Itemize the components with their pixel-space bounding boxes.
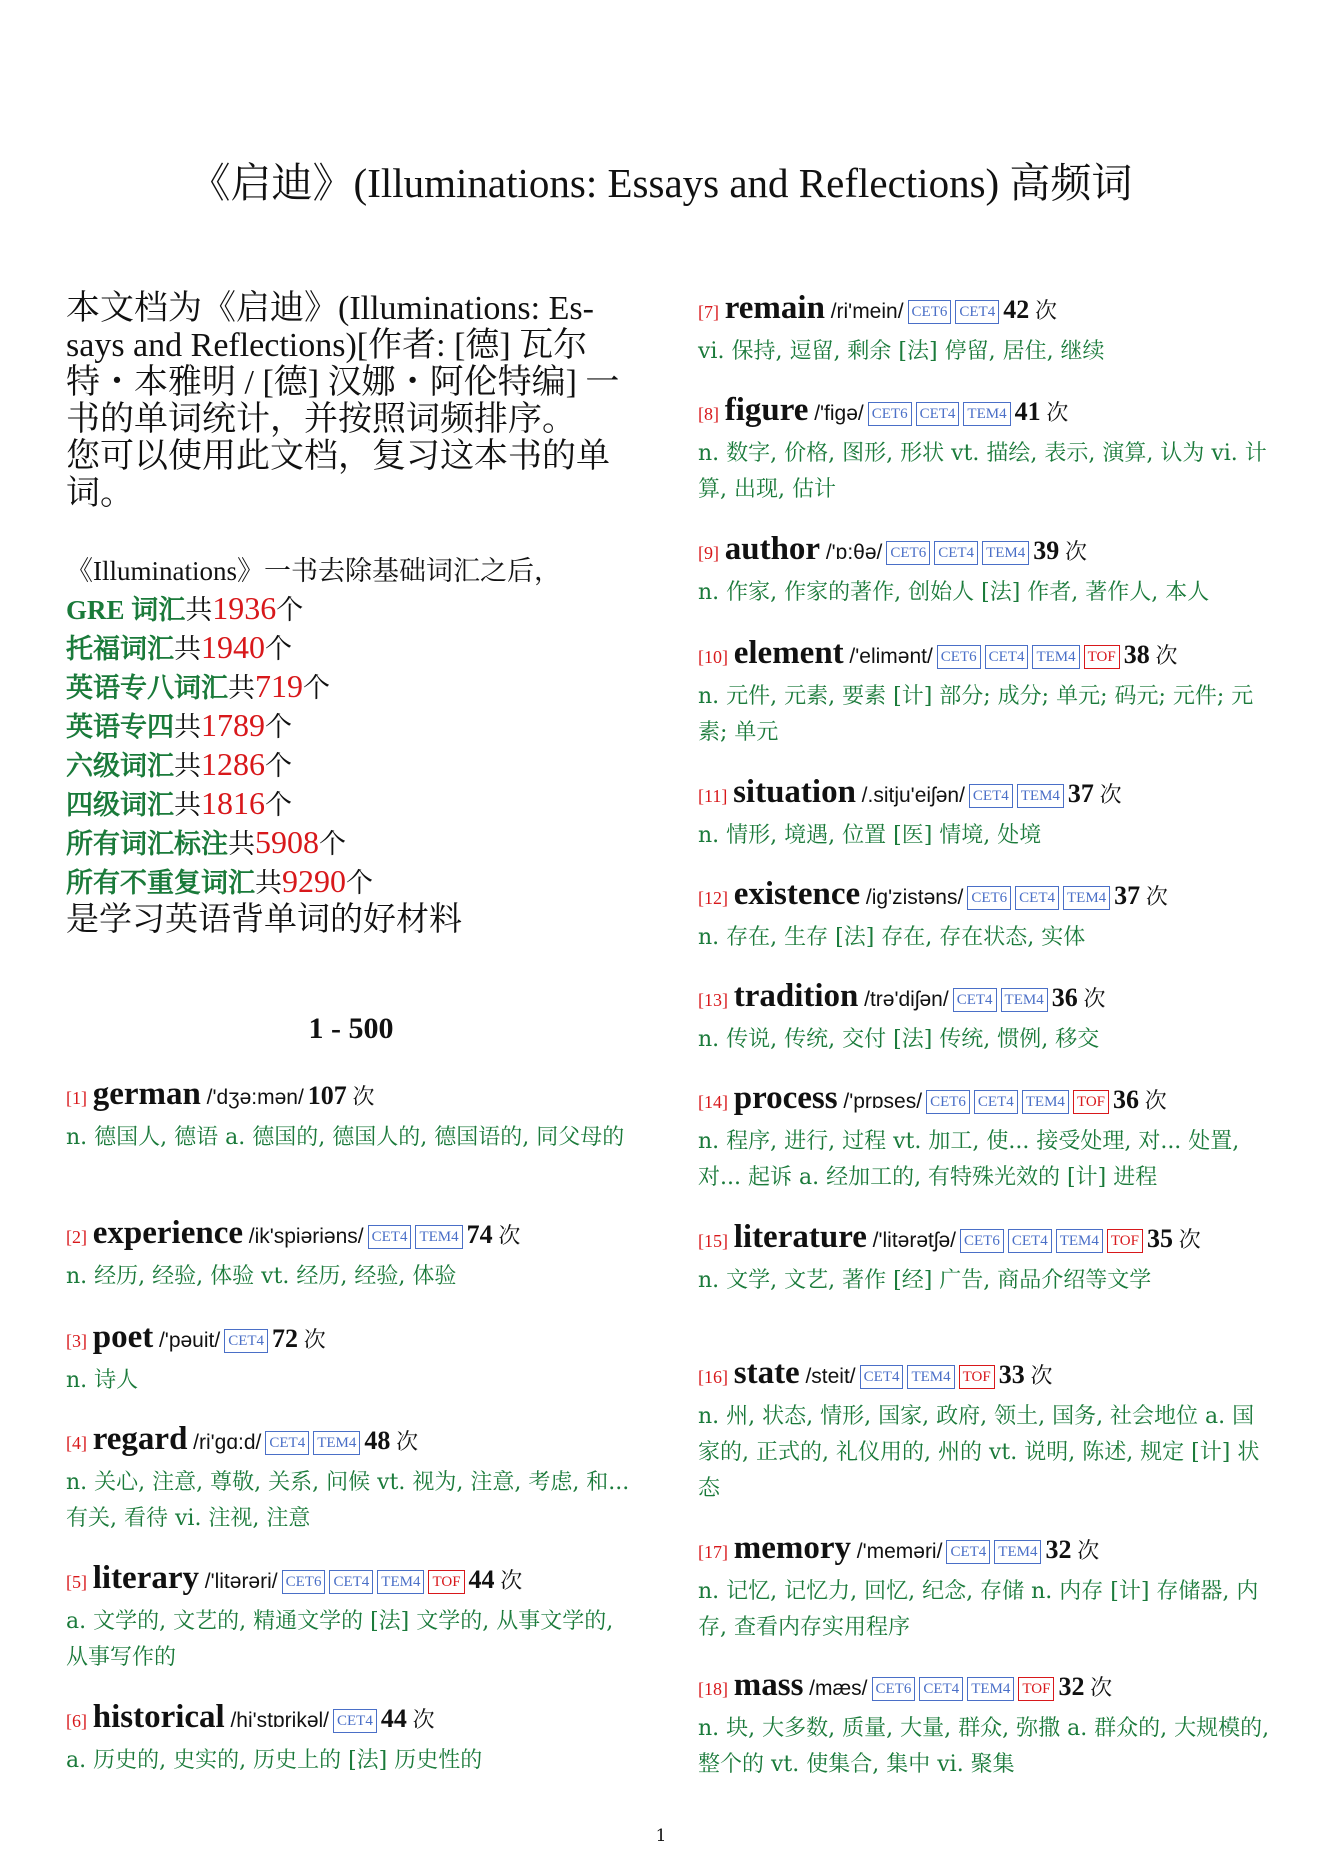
stat-value: 719: [255, 668, 303, 704]
entry-count: 72: [272, 1324, 299, 1353]
exam-tag: TOF: [959, 1365, 995, 1389]
entry-definition: n. 存在, 生存 [法] 存在, 存在状态, 实体: [698, 925, 1086, 950]
intro-paragraph: [66, 290, 636, 512]
exam-tag: TEM4: [377, 1570, 424, 1594]
exam-tag: CET4: [1008, 1229, 1052, 1253]
entry-word: memory: [733, 1530, 852, 1566]
entry-definition: n. 作家, 作家的著作, 创始人 [法] 作者, 著作人, 本人: [698, 580, 1210, 605]
entry-count-unit: 次: [1155, 644, 1178, 669]
entry-count-unit: 次: [1144, 1089, 1167, 1114]
exam-tag: CET6: [908, 300, 952, 324]
exam-tag: CET6: [282, 1570, 326, 1594]
exam-tag: CET6: [937, 645, 981, 669]
entry-phonetic: /mæs/: [809, 1677, 868, 1700]
entry-word: author: [724, 531, 821, 567]
entry-count: 107: [307, 1081, 347, 1110]
entry-word: process: [733, 1080, 838, 1116]
exam-tag: TEM4: [967, 1677, 1014, 1701]
entry-count: 41: [1014, 397, 1041, 426]
stat-value: 9290: [282, 863, 346, 899]
entry-count-unit: 次: [412, 1708, 435, 1733]
word-entry: [66, 1214, 636, 1295]
stat-row: [66, 590, 636, 629]
entry-index: [5]: [66, 1572, 87, 1592]
entry-definition: vi. 保持, 逗留, 剩余 [法] 停留, 居住, 继续: [698, 339, 1105, 364]
entry-count: 44: [380, 1704, 407, 1733]
stat-row: [66, 707, 636, 746]
exam-tag: CET6: [960, 1229, 1004, 1253]
entry-definition: n. 块, 大多数, 质量, 大量, 群众, 弥撒 a. 群众的, 大规模的, 整个的 vt. 使集合, 集中 vi. 聚集: [698, 1716, 1270, 1777]
stat-unit: 个: [276, 595, 304, 625]
entry-word: experience: [92, 1215, 243, 1251]
entry-count-unit: 次: [1030, 1364, 1053, 1389]
entry-index: [8]: [698, 404, 719, 424]
word-entry: [66, 1420, 636, 1537]
exam-tag: CET4: [953, 988, 997, 1012]
entry-count-unit: 次: [1064, 540, 1087, 565]
entry-index: [3]: [66, 1331, 87, 1351]
entry-definition: n. 经历, 经验, 体验 vt. 经历, 经验, 体验: [66, 1264, 457, 1289]
entry-word: mass: [733, 1667, 804, 1703]
entry-phonetic: /steit/: [805, 1365, 856, 1388]
entry-count: 48: [364, 1426, 391, 1455]
stat-value: 1936: [212, 590, 277, 626]
exam-tag: TOF: [1073, 1090, 1109, 1114]
exam-tag: TOF: [428, 1570, 464, 1594]
exam-tag: CET6: [926, 1090, 970, 1114]
word-entry: [698, 391, 1273, 508]
entry-definition: n. 关心, 注意, 尊敬, 关系, 问候 vt. 视为, 注意, 考虑, 和...有关, 看待 vi. 注视, 注意: [66, 1470, 630, 1531]
exam-tag: CET4: [368, 1225, 412, 1249]
entry-word: literary: [92, 1560, 200, 1596]
exam-tag: CET4: [919, 1677, 963, 1701]
entry-definition: n. 文学, 文艺, 著作 [经] 广告, 商品介绍等文学: [698, 1268, 1152, 1293]
entry-definition: n. 记忆, 记忆力, 回忆, 纪念, 存储 n. 内存 [计] 存储器, 内存, 查看内存实用程序: [698, 1579, 1259, 1640]
stat-label: 六级词汇: [66, 751, 174, 781]
entry-word: situation: [733, 774, 856, 810]
stats-closing: 是学习英语背单词的好材料: [66, 902, 462, 938]
entry-count: 38: [1123, 640, 1150, 669]
entry-definition: n. 传说, 传统, 交付 [法] 传统, 惯例, 移交: [698, 1027, 1100, 1052]
intro-line: 本文档为《启迪》(Illuminations: Es-: [66, 290, 594, 327]
entry-count-unit: 次: [1083, 987, 1106, 1012]
entry-index: [17]: [698, 1542, 728, 1562]
entry-headline: [698, 1354, 1273, 1397]
entry-word: poet: [92, 1319, 154, 1355]
entry-count: 36: [1051, 983, 1078, 1012]
exam-tag: CET4: [224, 1329, 268, 1353]
exam-tag: TEM4: [1063, 886, 1110, 910]
stat-value: 1940: [201, 629, 265, 665]
entry-index: [15]: [698, 1231, 728, 1251]
entry-headline: [698, 1666, 1273, 1709]
stat-unit: 个: [265, 751, 292, 781]
stat-unit: 个: [346, 868, 373, 898]
exam-tag: TEM4: [1017, 784, 1064, 808]
entry-headline: [698, 875, 1273, 918]
word-entry: [698, 1666, 1273, 1783]
stat-unit: 个: [303, 673, 330, 703]
exam-tag: TEM4: [1001, 988, 1048, 1012]
entry-index: [18]: [698, 1679, 728, 1699]
stat-row: [66, 785, 636, 824]
entry-phonetic: /'meməri/: [856, 1540, 943, 1563]
exam-tag: CET4: [934, 541, 978, 565]
word-entry: [698, 977, 1273, 1058]
entry-count: 74: [466, 1220, 493, 1249]
stat-row: [66, 629, 636, 668]
entry-index: [14]: [698, 1092, 728, 1112]
entry-index: [4]: [66, 1433, 87, 1453]
stat-mid: 共: [174, 790, 201, 820]
stat-row: [66, 668, 636, 707]
exam-tag: CET4: [955, 300, 999, 324]
intro-line: 特・本雅明 / [德] 汉娜・阿伦特编] 一: [66, 364, 620, 401]
exam-tag: TEM4: [963, 402, 1010, 426]
entry-headline: [66, 1559, 636, 1602]
entry-phonetic: /'pəuit/: [158, 1329, 221, 1352]
entry-count-unit: 次: [1046, 401, 1069, 426]
exam-tag: CET4: [329, 1570, 373, 1594]
exam-tag: CET6: [872, 1677, 916, 1701]
stat-mid: 共: [174, 634, 201, 664]
entry-index: [13]: [698, 990, 728, 1010]
entry-phonetic: /ri'mein/: [830, 300, 904, 323]
page-number: 1: [655, 1826, 667, 1846]
word-entry: [66, 1559, 636, 1676]
entry-index: [7]: [698, 302, 719, 322]
entry-word: element: [733, 635, 844, 671]
entry-headline: [66, 1698, 636, 1741]
entry-count: 37: [1067, 779, 1094, 808]
entry-phonetic: /'litərəri/: [204, 1570, 278, 1593]
entry-count-unit: 次: [1090, 1676, 1113, 1701]
exam-tag: TEM4: [1056, 1229, 1103, 1253]
word-entry: [698, 1354, 1273, 1507]
stat-row: [66, 746, 636, 785]
stat-unit: 个: [265, 790, 292, 820]
exam-tag: CET4: [1015, 886, 1059, 910]
stat-label: 英语专八词汇: [66, 673, 228, 703]
entry-count: 33: [998, 1360, 1025, 1389]
entry-word: figure: [724, 392, 809, 428]
entry-definition: n. 程序, 进行, 过程 vt. 加工, 使... 接受处理, 对... 处置, 对... 起诉 a. 经加工的, 有特殊光效的 [计] 进程: [698, 1129, 1240, 1190]
exam-tag: CET6: [967, 886, 1011, 910]
stat-row: [66, 824, 636, 863]
entry-headline: [698, 530, 1273, 573]
entry-phonetic: /ik'spiəriəns/: [248, 1225, 364, 1248]
exam-tag: CET6: [868, 402, 912, 426]
entry-count: 32: [1045, 1535, 1072, 1564]
exam-tag: CET4: [860, 1365, 904, 1389]
entry-phonetic: /trə'diʃən/: [864, 988, 949, 1011]
stat-value: 1816: [201, 785, 265, 821]
stat-mid: 共: [255, 868, 282, 898]
entry-word: tradition: [733, 978, 859, 1014]
entry-word: literature: [733, 1219, 867, 1255]
entry-phonetic: /'litərətʃə/: [872, 1229, 957, 1252]
exam-tag: CET4: [946, 1540, 990, 1564]
entry-headline: [698, 1218, 1273, 1261]
word-entry: [66, 1318, 636, 1399]
entry-count-unit: 次: [1077, 1539, 1100, 1564]
entry-phonetic: /'elimənt/: [849, 645, 933, 668]
entry-definition: n. 情形, 境遇, 位置 [医] 情境, 处境: [698, 823, 1042, 848]
entry-index: [6]: [66, 1711, 87, 1731]
stat-value: 5908: [255, 824, 319, 860]
stat-label: 所有不重复词汇: [66, 868, 255, 898]
word-entry: [698, 530, 1273, 611]
stat-value: 1286: [201, 746, 265, 782]
entry-headline: [698, 1529, 1273, 1572]
exam-tag: TEM4: [1022, 1090, 1069, 1114]
stat-label: 所有词汇标注: [66, 829, 228, 859]
word-entry: [66, 1075, 636, 1156]
entry-headline: [698, 391, 1273, 434]
stat-unit: 个: [319, 829, 346, 859]
word-entry: [698, 634, 1273, 751]
entry-definition: a. 文学的, 文艺的, 精通文学的 [法] 文学的, 从事文学的, 从事写作的: [66, 1609, 614, 1670]
word-entry: [698, 1218, 1273, 1299]
entry-count: 35: [1146, 1224, 1173, 1253]
entry-index: [12]: [698, 888, 728, 908]
exam-tag: CET4: [969, 784, 1013, 808]
entry-index: [16]: [698, 1367, 728, 1387]
exam-tag: TEM4: [415, 1225, 462, 1249]
entry-count: 39: [1033, 536, 1060, 565]
entry-headline: [698, 1079, 1273, 1122]
entry-count: 37: [1114, 881, 1141, 910]
exam-tag: TOF: [1107, 1229, 1143, 1253]
exam-tag: TEM4: [1032, 645, 1079, 669]
stat-unit: 个: [265, 712, 292, 742]
stat-label: 四级词汇: [66, 790, 174, 820]
entry-count: 44: [468, 1565, 495, 1594]
exam-tag: TEM4: [994, 1540, 1041, 1564]
exam-tag: CET4: [265, 1431, 309, 1455]
stat-mid: 共: [174, 712, 201, 742]
entry-definition: n. 州, 状态, 情形, 国家, 政府, 领土, 国务, 社会地位 a. 国家的, 正式的, 礼仪用的, 州的 vt. 说明, 陈述, 规定 [计] 状态: [698, 1404, 1260, 1501]
entry-headline: [698, 634, 1273, 677]
intro-line: 您可以使用此文档，复习这本书的单: [66, 438, 610, 475]
entry-count-unit: 次: [396, 1430, 419, 1455]
entry-definition: n. 数字, 价格, 图形, 形状 vt. 描绘, 表示, 演算, 认为 vi. 计算, 出现, 估计: [698, 441, 1267, 502]
stat-mid: 共: [228, 829, 255, 859]
stat-value: 1789: [201, 707, 265, 743]
exam-tag: TEM4: [313, 1431, 360, 1455]
exam-tag: CET4: [333, 1709, 377, 1733]
entry-word: german: [92, 1076, 201, 1112]
entry-phonetic: /'dʒə:mən/: [206, 1086, 304, 1109]
entry-count-unit: 次: [500, 1569, 523, 1594]
entry-count-unit: 次: [352, 1085, 375, 1110]
word-entry: [698, 289, 1273, 370]
stat-label: GRE 词汇: [66, 595, 186, 625]
entry-index: [1]: [66, 1088, 87, 1108]
entry-headline: [66, 1214, 636, 1257]
exam-tag: CET6: [886, 541, 930, 565]
entry-count: 42: [1003, 295, 1030, 324]
entry-phonetic: /hi'stɒrikəl/: [230, 1709, 329, 1732]
entry-index: [9]: [698, 543, 719, 563]
entry-phonetic: /ri'gɑ:d/: [193, 1431, 262, 1454]
word-entry: [698, 1079, 1273, 1196]
entry-word: remain: [724, 290, 825, 326]
entry-phonetic: /'prɒses/: [843, 1090, 923, 1113]
stat-mid: 共: [174, 751, 201, 781]
document-title: 《启迪》(Illuminations: Essays and Reflections) 高频词: [189, 160, 1133, 206]
entry-phonetic: /'figə/: [814, 402, 864, 425]
entry-phonetic: /ig'zistəns/: [865, 886, 964, 909]
word-entry: [66, 1698, 636, 1779]
entry-definition: n. 德国人, 德语 a. 德国的, 德国人的, 德国语的, 同父母的: [66, 1125, 625, 1150]
entry-word: existence: [733, 876, 861, 912]
stat-unit: 个: [265, 634, 292, 664]
stat-row: [66, 863, 636, 902]
entry-headline: [66, 1075, 636, 1118]
entry-index: [2]: [66, 1227, 87, 1247]
exam-tag: CET4: [985, 645, 1029, 669]
entry-definition: n. 诗人: [66, 1368, 139, 1393]
entry-index: [10]: [698, 647, 728, 667]
entry-word: regard: [92, 1421, 188, 1457]
stat-label: 托福词汇: [66, 634, 174, 664]
entry-count-unit: 次: [1178, 1228, 1201, 1253]
exam-tag: TOF: [1018, 1677, 1054, 1701]
exam-tag: CET4: [916, 402, 960, 426]
entry-headline: [698, 289, 1273, 332]
entry-phonetic: /.sitju'eiʃən/: [861, 784, 965, 807]
exam-tag: TOF: [1084, 645, 1120, 669]
entry-count-unit: 次: [498, 1224, 521, 1249]
stat-label: 英语专四: [66, 712, 174, 742]
word-entry: [698, 1529, 1273, 1646]
stat-mid: 共: [228, 673, 255, 703]
exam-tag: TEM4: [907, 1365, 954, 1389]
entry-index: [11]: [698, 786, 728, 806]
intro-line: 书的单词统计，并按照词频排序。: [66, 401, 576, 438]
vocab-stats: [66, 553, 636, 939]
entry-count-unit: 次: [1145, 885, 1168, 910]
stat-mid: 共: [185, 595, 213, 625]
entry-definition: n. 元件, 元素, 要素 [计] 部分; 成分; 单元; 码元; 元件; 元素; 单元: [698, 684, 1254, 745]
entry-phonetic: /'ɒ:θə/: [825, 541, 883, 564]
entry-count-unit: 次: [303, 1328, 326, 1353]
entry-definition: a. 历史的, 史实的, 历史上的 [法] 历史性的: [66, 1748, 483, 1773]
entry-count: 32: [1058, 1672, 1085, 1701]
word-entry: [698, 773, 1273, 854]
entry-headline: [698, 773, 1273, 816]
stats-lead: 《Illuminations》一书去除基础词汇之后，: [66, 556, 561, 586]
entry-headline: [66, 1420, 636, 1463]
entry-word: historical: [92, 1699, 225, 1735]
entry-count-unit: 次: [1099, 783, 1122, 808]
word-entry: [698, 875, 1273, 956]
range-heading: 1 - 500: [308, 1012, 394, 1045]
entry-word: state: [733, 1355, 800, 1391]
entry-headline: [698, 977, 1273, 1020]
entry-count: 36: [1113, 1085, 1140, 1114]
entry-count-unit: 次: [1034, 299, 1057, 324]
exam-tag: TEM4: [982, 541, 1029, 565]
exam-tag: CET4: [974, 1090, 1018, 1114]
entry-headline: [66, 1318, 636, 1361]
intro-line: 词。: [66, 475, 134, 512]
intro-line: says and Reflections)[作者: [德] 瓦尔: [66, 327, 588, 364]
